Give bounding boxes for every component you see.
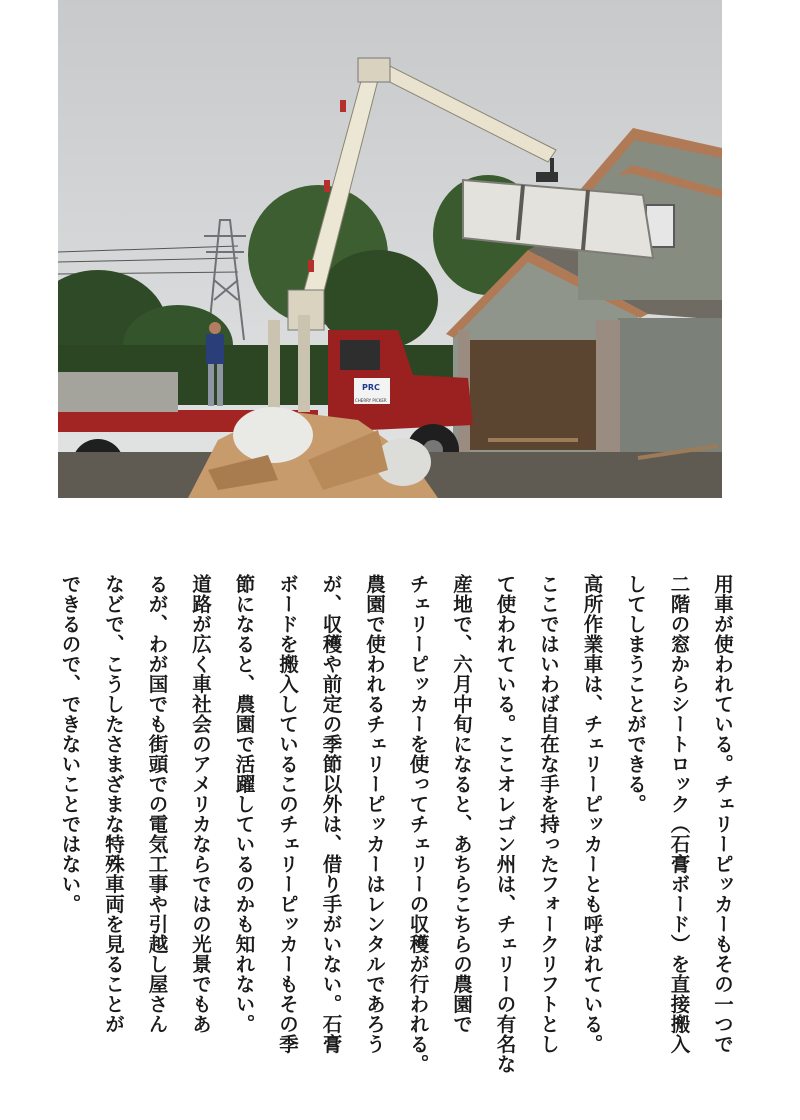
text-column: チェリーピッカーを使ってチェリーの収穫が行われる。 bbox=[406, 574, 430, 1074]
text-column: などで、こうしたさまざまな特殊車両を見ることが bbox=[102, 574, 125, 1034]
text-column: て使われている。ここオレゴン州は、チェリーの有名な bbox=[493, 574, 517, 1074]
body-text-vertical bbox=[54, 574, 744, 1094]
text-column: 農園で使われるチェリーピッカーはレンタルであろう bbox=[363, 574, 386, 1054]
text-column: ここではいわば自在な手を持ったフォークリフトとし bbox=[537, 574, 560, 1054]
text-column: 産地で、六月中旬になると、あちらこちらの農園で bbox=[450, 574, 473, 1034]
text-column: してしまうことができる。 bbox=[624, 574, 647, 814]
text-column: 二階の窓からシートロック（石膏ボード）を直接搬入 bbox=[667, 574, 691, 1054]
text-column: 用車が使われている。チェリーピッカーもその一つで bbox=[711, 574, 734, 1054]
text-column: 高所作業車は、チェリーピッカーとも呼ばれている。 bbox=[580, 574, 604, 1054]
text-column: できるので、できないことではない。 bbox=[58, 574, 82, 914]
text-column: るが、わが国でも街頭での電気工事や引越し屋さん bbox=[145, 574, 169, 1034]
text-column: 道路が広く車社会のアメリカならではの光景でもあ bbox=[189, 574, 212, 1034]
truck-door-text: CHERRY PICKER bbox=[355, 398, 387, 403]
truck-door-logo: PRC bbox=[362, 383, 380, 392]
text-column: が、収穫や前定の季節以外は、借り手がいない。石膏 bbox=[319, 574, 343, 1054]
text-column: ボードを搬入しているこのチェリーピッカーもその季 bbox=[276, 574, 299, 1054]
text-column: 節になると、農園で活躍しているのかも知れない。 bbox=[232, 574, 256, 1034]
construction-site-photo bbox=[58, 0, 722, 498]
